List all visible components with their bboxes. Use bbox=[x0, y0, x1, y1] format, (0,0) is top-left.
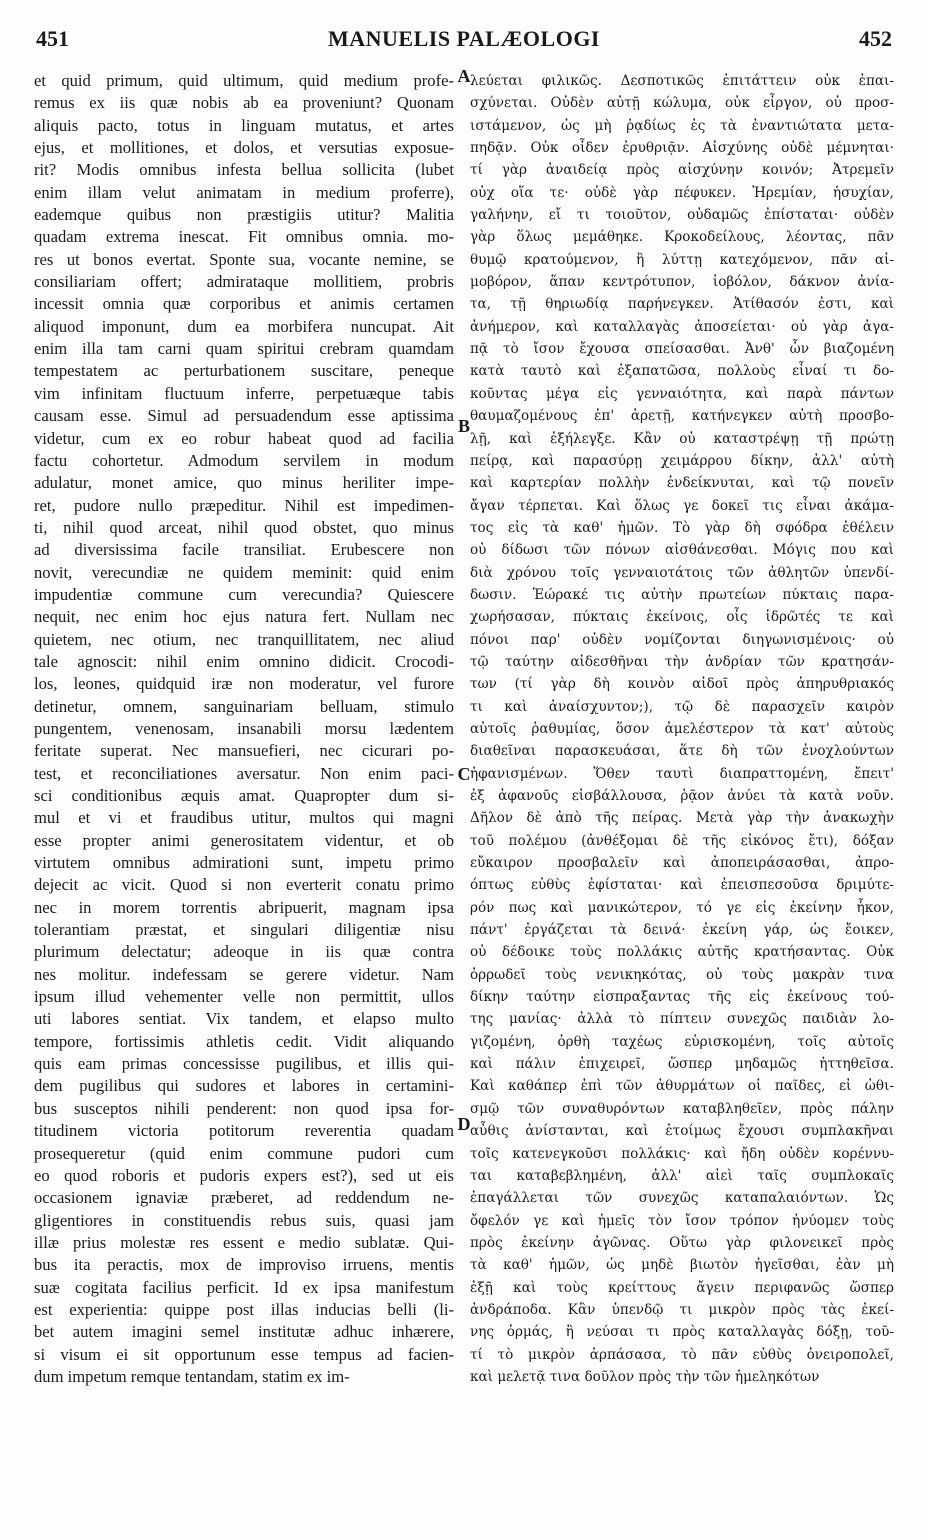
greek-text-line: τι καὶ ἀναίσχυντον;), τῷ δὲ παρασχεῖν καιρὸν bbox=[470, 698, 894, 715]
greek-text-line: κατὰ ταυτὸ καὶ ἐξαπατῶσα, πολλοὺς εἶναί τι δο- bbox=[470, 363, 894, 380]
greek-text-line: οὐ δέδοικε τοὺς πολλάκις αὐτῆς κρατήσαντας. Οὐκ bbox=[470, 944, 894, 961]
greek-text-line: πείρᾳ, καὶ παρασύρῃ χειμάρρου δίκην, ἀλλ' αὐτὴ bbox=[470, 452, 894, 469]
greek-text-line: πάντ' ἐργάζεται τὰ δεινά· ἐκείνη γάρ, ὡς ἔοικεν, bbox=[470, 922, 894, 939]
latin-text-line: res ut bonos evertat. Sponte sua, vocante nemine, se bbox=[34, 249, 454, 269]
latin-text-line: tolerantiam præstat, et singulari diligentiæ nisu bbox=[34, 920, 454, 940]
latin-text-line: test, et reconciliationes aversatur. Non enim paci- bbox=[34, 763, 454, 783]
greek-text-line: Δῆλον δὲ ἀπὸ τῆς πείρας. Μετὰ γὰρ τὴν ἀνακωχὴν bbox=[470, 810, 894, 827]
latin-text-line: consiliariam offert; admirataque mollitiem, probris bbox=[34, 272, 454, 292]
latin-text-line: bus ita peractis, mox de improviso irruens, mentis bbox=[34, 1255, 454, 1275]
latin-text-line: pungentem, venenosam, insanabili morsu lædentem bbox=[34, 718, 454, 738]
greek-text-line: οὐ δίδωσι τῶν πόνων αἰσθάνεσθαι. Μόγις που καὶ bbox=[470, 542, 894, 559]
latin-text-line: rit? Modis omnibus infesta bellua sollicita (lubet bbox=[34, 160, 454, 180]
greek-text-line: πᾷ τὸ ἴσον ἔχουσα σπείσασθαι. Ἀνθ' ὧν βιαζομένη bbox=[470, 341, 894, 358]
greek-text-line: ὀρρωδεῖ τοὺς νενικηκότας, οὐ τοὺς μακρὰν τινα bbox=[470, 966, 894, 983]
page-number-right: 452 bbox=[859, 26, 892, 51]
latin-column bbox=[34, 70, 454, 1388]
greek-text-line: τὰ καθ' ἡμῶν, ὡς μηδὲ βιωτὸν ἡγεῖσθαι, ἐὰν μὴ bbox=[470, 1257, 894, 1274]
latin-text-line: enim illa tam carni quam spiritui crebram quamdam bbox=[34, 339, 454, 359]
greek-text-line: τί τὸ μικρὸν ἁρπάσασα, τὸ πᾶν εὐθὺς ὀνειροπολεῖ, bbox=[470, 1346, 894, 1363]
greek-text-line: ἠφανισμένων. Ὅθεν ταυτὶ διαπραττομένη, ἔπειτ' bbox=[470, 765, 894, 782]
latin-text-line: quadam extrema inescat. Fit omnibus omnia. mo- bbox=[34, 227, 454, 247]
greek-text-line: καὶ καρτερίαν πολλὴν ἐνδείκνυται, καὶ τῷ πονεῖν bbox=[470, 475, 894, 492]
margin-marker-a: A bbox=[457, 66, 471, 86]
latin-text-line: uti labores sentiat. Vix tandem, et elapso multo bbox=[34, 1009, 454, 1029]
latin-text-line: factu cohortetur. Admodum servilem in modum bbox=[34, 450, 454, 470]
latin-text-line: dejecit ac vicit. Quod si non everterit conatu primo bbox=[34, 875, 454, 895]
latin-text-line: adulatur, monet amice, quo minus heriliter impe- bbox=[34, 473, 454, 493]
greek-text-line: ἐπαγάλλεται τῶν συνεχῶς καταπαλαιόντων. Ὡς bbox=[470, 1190, 894, 1207]
latin-text-line: remus ex iis quæ nobis ab ea proveniunt? Quonam bbox=[34, 93, 454, 113]
greek-text-line: θυμῷ κρατούμενον, ἢ λύττῃ κατεχόμενον, πᾶν αἱ- bbox=[470, 251, 894, 268]
greek-text-line: ἀνήμερον, καὶ καταλλαγὰς ἀποσείεται· οὐ γὰρ ἀγα- bbox=[470, 318, 894, 335]
latin-text-line: nes molitur. indefessam se gerere videtur. Nam bbox=[34, 964, 454, 984]
latin-text-line: vim infinitam fluctuum inferre, perpetuæque tabis bbox=[34, 383, 454, 403]
latin-text-line: sci conditionibus æquis amat. Quapropter dum si- bbox=[34, 786, 454, 805]
latin-text-line: virtutem omnibus admirationi sunt, impetu primo bbox=[34, 853, 454, 873]
latin-text-line: aliquod imponunt, dum ea morbifera nuncupat. Ait bbox=[34, 316, 454, 336]
latin-text-line: bet autem imagini semel institutæ adhuc inhærere, bbox=[34, 1322, 454, 1342]
greek-text-line: της μανίας· ἀλλὰ τὸ πίπτειν συνεχῶς παιδιὰν λο- bbox=[470, 1011, 894, 1028]
latin-text-line: mul et vi et fraudibus utitur, multos qui magni bbox=[34, 808, 454, 828]
greek-text-line: λῇ, καὶ ἐξήλεγξε. Κἂν οὐ καταστρέψῃ τῇ πρώτῃ bbox=[470, 430, 894, 447]
margin-marker-b: B bbox=[457, 416, 470, 436]
latin-text-line: prosequeretur (quid enim commune pudori cum bbox=[34, 1143, 454, 1163]
greek-text-line: ἐξ ἀφανοῦς εἰσβάλλουσα, ῥᾷον ἀνύει τὰ κατὰ νοῦν. bbox=[470, 788, 894, 804]
latin-text-line: quis eam primas concessisse pugilibus, et illis qui- bbox=[34, 1054, 454, 1074]
greek-text-line: κοῦντας μέγα εἰς γενναιότητα, καὶ παρὰ πάντων bbox=[470, 385, 894, 402]
latin-text-line: ipsum illud vehementer velle non permittit, ullos bbox=[34, 987, 454, 1007]
latin-text-line: gligentiores in constituendis rebus suis, quasi jam bbox=[34, 1210, 454, 1230]
latin-text-line: los, leones, quidquid iræ non moderatur, vel furore bbox=[34, 674, 454, 694]
latin-text-line: feritate superat. Nec mansuefieri, nec cicurari po- bbox=[34, 741, 454, 761]
latin-text-line: aliquis pacto, totus in linguam mutatus, et artes bbox=[34, 115, 454, 135]
greek-text-line: θαυμαζομένους ἐπ' ἀρετῇ, κατήνεγκεν αὐτὴ προσβο- bbox=[470, 408, 894, 425]
latin-text-line: tempestatem ac perturbationem suscitare, peneque bbox=[34, 361, 454, 381]
greek-text-line: τος εἰς τὰ καθ' ἡμῶν. Τὸ γὰρ δὴ σφόδρα ἐθέλειν bbox=[470, 519, 894, 536]
latin-text-line: causam esse. Simul ad persuadendum esse aptissima bbox=[34, 406, 454, 426]
latin-text-line: incessit omnia quæ corporibus et animis certamen bbox=[34, 294, 454, 314]
latin-text-line: ad diversissima facile transiliat. Erubescere non bbox=[34, 540, 454, 560]
running-header bbox=[36, 18, 892, 62]
greek-text-line: γὰρ ὅλως μεμάθηκε. Κροκοδείλους, λέοντας, πᾶν bbox=[470, 229, 894, 246]
latin-text-line: et quid primum, quid ultimum, quid medium profe- bbox=[34, 71, 454, 90]
latin-text-line: occasionem ignaviæ præberet, ad reddendum ne- bbox=[34, 1188, 454, 1208]
latin-text-line: ejus, et mollitiones, et dolos, et versutias exposue- bbox=[34, 138, 454, 158]
running-title: MANUELIS PALÆOLOGI bbox=[327, 26, 600, 51]
greek-text-line: όπτως εὐθὺς ἐφίσταται· καὶ ἐπεισπεσοῦσα δριμύτε- bbox=[470, 877, 894, 894]
greek-text-line: αὖθις ἀνίστανται, καὶ ἑτοίμως ἔχουσι συμπλακῆναι bbox=[470, 1123, 894, 1140]
latin-text-line: tale agnoscit: nihil enim omnino didicit. Crocodi- bbox=[34, 651, 454, 671]
greek-text-line: τῷ ταύτην αἰδεσθῆναι τὴν ἀνδρίαν τῶν κρατησάν- bbox=[470, 653, 894, 670]
greek-text-line: τί γὰρ ἀναιδείᾳ πρὸς αἰσχύνην κοινόν; Ἀτρεμεῖν bbox=[470, 162, 894, 179]
latin-text-line: quietem, nec otium, nec tranquillitatem, nec aliud bbox=[34, 629, 454, 649]
greek-text-line: τοῦ πολέμου (ἀνθέξομαι δὲ τῆς εἰκόνος ἔτι), δόξαν bbox=[470, 832, 894, 849]
latin-text-line: videtur, cum ex eo robur habeat quod ad facilia bbox=[34, 428, 454, 448]
latin-text-line: tempore, fortissimis athletis cedit. Vidit aliquando bbox=[34, 1031, 454, 1051]
greek-text-line: γαλήνην, εἴ τι τοιοῦτον, οὐδαμῶς ἐπίσταται· οὐδὲν bbox=[470, 207, 894, 224]
latin-text-line: nequit, nec enim hoc ejus natura fert. Nullam nec bbox=[34, 607, 454, 627]
page-number-left: 451 bbox=[36, 26, 69, 51]
greek-text-line: λεύεται φιλικῶς. Δεσποτικῶς ἐπιτάττειν οὐκ ἐπαι- bbox=[470, 73, 894, 89]
greek-text-line: ται καταβεβλημένη, ἀλλ' αἰεὶ ταῖς συμπλοκαῖς bbox=[470, 1167, 894, 1184]
greek-text-line: δίκην ταύτην εἰσπραξαντας τῆς εἰς ἐκείνους τού- bbox=[470, 989, 894, 1006]
greek-text-line: τοῖς κατενεγκοῦσι πολλάκις· καὶ ἤδη οὐδὲν κορέννυ- bbox=[470, 1145, 894, 1162]
greek-text-line: καὶ πάλιν ἐπιχειρεῖ, ὥσπερ μηδαμῶς ἡττηθεῖσα. bbox=[470, 1056, 894, 1073]
greek-text-line: ρόν πως καὶ μανικώτερον, τό γε εἰς ἐκείνην ἧκον, bbox=[470, 899, 894, 916]
greek-column bbox=[470, 70, 894, 1388]
greek-text-line: καὶ μελετᾷ τινα δοῦλον πρὸς τὴν τῶν ἡμεληκότων bbox=[470, 1368, 820, 1385]
greek-text-line: γιζομένη, ὀρθὴ ταχέως εὑρισκομένη, τοῖς αὐτοῖς bbox=[470, 1033, 894, 1050]
greek-text-line: σχύνεται. Οὐδὲν αὐτῇ κώλυμα, οὐκ εἶργον, οὐ προσ- bbox=[470, 95, 894, 112]
greek-text-line: διαθεῖναι παρασκευάσαι, ἅτε δὴ τῶν ἐνοχλούντων bbox=[470, 743, 894, 760]
latin-text-line: titudinem victoria potitorum reverentia quadam bbox=[34, 1121, 454, 1141]
greek-text-line: ὄφελόν γε καὶ ἡμεῖς τὸν ἴσον τρόπον ἠνύομεν τοὺς bbox=[470, 1212, 894, 1229]
greek-text-line: Καὶ καθάπερ ἐπὶ τῶν ἀθυρμάτων οἱ παῖδες, εἰ ὠθι- bbox=[470, 1078, 894, 1095]
latin-text-line: ti, nihil quod arceat, nihil quod obstet, quo minus bbox=[34, 517, 454, 537]
greek-text-line: διὰ χρόνου τοῖς γενναιοτάτοις τῶν ἀθλητῶν ὑπενδί- bbox=[470, 564, 894, 581]
latin-text-line: si visum ei sit opportunum esse tempus ad facien- bbox=[34, 1344, 454, 1364]
latin-text-line: est experientia: quippe post illas inducias belli (li- bbox=[34, 1299, 454, 1319]
greek-text-line: ἀνδράποδα. Κἂν ὑπενδῷ τι μικρὸν πρὸς τὰς ἐκεί- bbox=[470, 1301, 894, 1318]
latin-text-line: esse propter animi generositatem videntur, et ob bbox=[34, 830, 454, 850]
latin-text-line: eo quod roboris et pudoris expers est?), sed ut eis bbox=[34, 1165, 454, 1185]
latin-text-line: illæ prius molestæ res essent e medio sublatæ. Qui- bbox=[34, 1232, 454, 1252]
greek-text-line: εὔκαιρον προσβαλεῖν καὶ ἀποπειράσασθαι, ἀπρο- bbox=[470, 855, 894, 872]
latin-text-line: suæ cogitata facilius perficit. Id ex ipsa manifestum bbox=[34, 1277, 454, 1297]
greek-text-line: αὐτοῖς ῥαθυμίας, ὅσον ἀμελέστερον τὰ κατ' αὐτοὺς bbox=[470, 720, 894, 737]
greek-text-line: μοβόρον, ἅπαν κεντρότυπον, ἰοβόλον, δάκνον ἀνία- bbox=[470, 274, 894, 291]
latin-text-line: nec in morem torrentis abripuerit, magnam ipsa bbox=[34, 897, 454, 917]
greek-text-line: πόνοι παρ' οὐδὲν νομίζονται διηγωνισμένοις· οὐ bbox=[470, 631, 894, 648]
latin-text-line: plurimum delectatur; adeoque in iis quæ contra bbox=[34, 942, 454, 962]
margin-marker-c: C bbox=[457, 764, 471, 784]
latin-text-line: impudentiæ commune cum verecundia? Quiescere bbox=[34, 584, 454, 604]
latin-text-line: ret, pudore nullo præpeditur. Nihil est impedimen- bbox=[34, 495, 454, 515]
greek-text-line: ἐξῇ καὶ τοὺς κρείττους ἄγειν περιφανῶς ὥσπερ bbox=[470, 1279, 894, 1296]
latin-text-line: dem pugilibus qui sudores et labores in certamini- bbox=[34, 1076, 454, 1096]
margin-marker-d: D bbox=[457, 1114, 471, 1134]
greek-text-line: νης ὁρμάς, ἢ νεύσαι τι πρὸς καταλλαγὰς δόξῃ, τοῦ- bbox=[470, 1324, 894, 1341]
greek-text-line: ἄγαν τέρπεται. Καὶ ὅλως γε δοκεῖ τις εἶναι ἀκάμα- bbox=[470, 497, 894, 514]
greek-text-line: τα, τῇ θηριωδίᾳ παρήνεγκεν. Ἀτίθασόν ἐστι, καὶ bbox=[470, 296, 894, 313]
greek-text-line: σμῷ τῶν συναθυρόντων καταβληθεῖεν, πρὸς πάλην bbox=[470, 1100, 894, 1117]
greek-text-line: πηδᾷν. Οὐκ οἶδεν ἐρυθριᾷν. Αἰσχύνης οὐδὲ μέμνηται· bbox=[470, 140, 894, 157]
greek-text-line: δωσιν. Ἑώρακέ τις αὐτὴν πρωτείων πύκταις παρα- bbox=[470, 586, 894, 603]
greek-text-line: πρὸς ἐκείνην ἀγῶνας. Οὕτω γὰρ φιλονεικεῖ πρὸς bbox=[470, 1234, 894, 1251]
latin-text-line: dum impetum remque tentandam, statim ex im- bbox=[34, 1366, 350, 1386]
latin-text-line: bus susceptos nihili penderent: non quod ipsa for- bbox=[34, 1098, 454, 1118]
greek-text-line: των (τί γὰρ δὴ κοινὸν αἰδοῖ πρὸς ἀπηρυθριακός bbox=[470, 676, 894, 693]
latin-text-line: eademque quibus non præstigiis utitur? Malitia bbox=[34, 205, 454, 225]
latin-text-line: enim illam velut animatam in medium proferre), bbox=[34, 182, 454, 202]
latin-text-line: detinetur, omnem, sanguinariam belluam, stimulo bbox=[34, 696, 454, 716]
greek-text-line: χωρήσασαν, πύκταις ἐκείνοις, οἷς ἱδρῶτές τε καὶ bbox=[470, 609, 894, 626]
greek-text-line: οὐχ οἵα τε· οὐδὲ γὰρ πέφυκεν. Ἠρεμίαν, ἡσυχίαν, bbox=[470, 184, 894, 201]
greek-text-line: ιστάμενον, ὡς μὴ ῥᾳδίως ἐς τὰ ἐναντιώτατα μετα- bbox=[470, 117, 894, 134]
latin-text-line: novit, verecundiæ ne quidem meminit: quid enim bbox=[34, 562, 454, 582]
